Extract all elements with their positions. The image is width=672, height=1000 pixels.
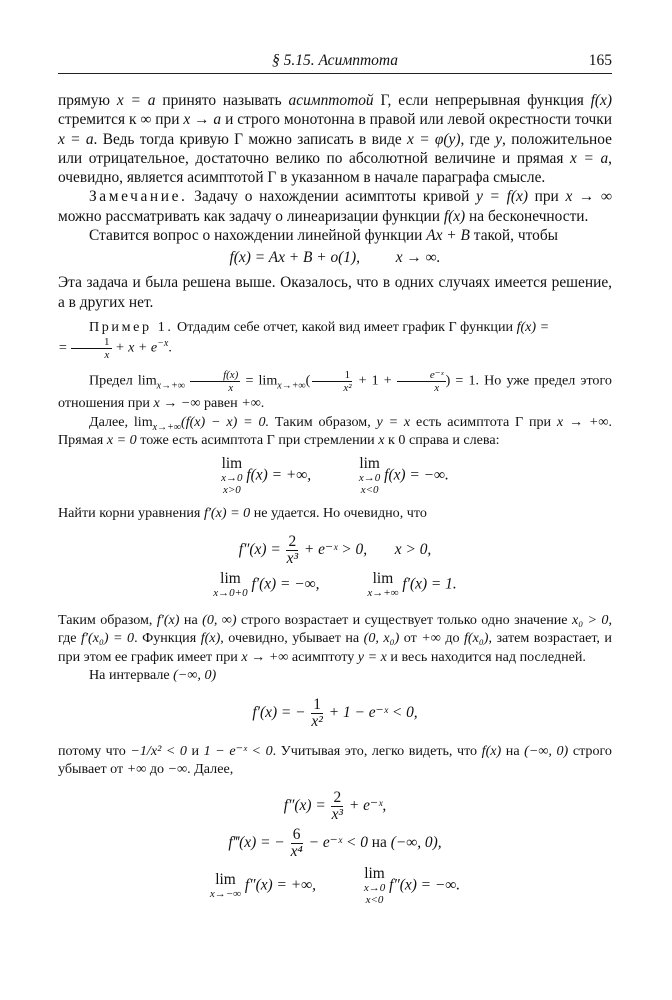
text: , очевидно, убывает на <box>220 630 360 647</box>
formula: f(x) = +∞, <box>246 466 312 484</box>
text: стремится к ∞ при <box>58 111 180 129</box>
formula: (−∞, 0), <box>390 834 442 852</box>
text: Но уже предел этого отношения при <box>58 373 612 412</box>
formula: = <box>58 340 68 357</box>
formula: 1 − e⁻ˣ < 0 <box>203 742 273 759</box>
formula: f(x) <box>443 207 466 225</box>
lim: lim <box>221 454 243 472</box>
lim-block <box>364 866 385 906</box>
fraction <box>285 534 300 567</box>
equation-linearization <box>58 249 612 267</box>
formula: f′(x) = − <box>252 703 306 721</box>
text: такой, чтобы <box>473 227 558 245</box>
paragraph-roots <box>58 504 612 522</box>
equation-third-derivative <box>58 827 612 860</box>
formula: +∞ <box>241 395 261 412</box>
formula: +∞ <box>421 630 441 647</box>
lim-subscript: x→+∞ <box>367 587 399 599</box>
text: . Функция <box>134 630 197 647</box>
denominator: x <box>104 349 110 362</box>
denominator: x <box>434 382 440 395</box>
formula: + e⁻ˣ, <box>348 797 387 815</box>
text: Ставится вопрос о нахождении линейной функции <box>89 227 423 245</box>
formula: f′(x) = 1. <box>402 575 457 593</box>
fraction <box>289 827 305 860</box>
fraction <box>310 369 353 394</box>
formula: (f(x) − x) = 0. <box>181 413 270 430</box>
lim: lim <box>220 570 241 587</box>
fraction <box>309 697 324 730</box>
formula: f(x₀) <box>464 630 489 647</box>
fraction <box>71 336 112 361</box>
formula: = <box>245 373 254 390</box>
lim-subscript: x→0 <box>363 882 386 895</box>
formula: + x + e <box>115 340 158 357</box>
text: Эта задача и была решена выше. Оказалось, что в одних случаях имеется решение, а в других нет. <box>58 274 612 311</box>
numerator: f(x) <box>190 369 240 382</box>
lim-subscript: x→+∞ <box>156 380 185 392</box>
formula: (0, x₀) <box>363 630 400 647</box>
remark-label: Замечание. <box>89 188 188 206</box>
book-page <box>58 0 612 1000</box>
lim: lim <box>215 871 236 889</box>
lim-subscript: x→+∞ <box>152 421 181 433</box>
formula: x → ∞ <box>565 188 612 206</box>
lim-block <box>213 571 247 599</box>
lim: lim <box>137 373 157 390</box>
lim-subscript: x→0 <box>358 471 381 484</box>
formula: ) = 1. <box>445 373 480 390</box>
lim: lim <box>364 865 385 883</box>
text: Далее, <box>89 413 129 430</box>
text: . <box>260 395 265 412</box>
lim-block <box>367 571 398 599</box>
formula: + 1 + <box>358 373 392 390</box>
text: , очевидно, является асимптотой Γ в указанном в начале параграфа смысле. <box>58 149 613 187</box>
text: . Прямая <box>58 413 612 449</box>
text: тоже есть асимптота Γ при стремлении <box>140 432 375 449</box>
text: и весь находится над последней. <box>390 648 586 665</box>
formula: x → ∞. <box>395 249 441 267</box>
text: потому что <box>58 742 126 759</box>
text: прямую <box>58 92 110 109</box>
text: , положительное или отрицательное, достаточно велико по абсолютной величине и прямая <box>58 130 612 167</box>
formula: f″(x) = −∞. <box>389 876 461 894</box>
lim-block <box>210 872 241 900</box>
formula: y <box>495 130 503 148</box>
formula: − e⁻ˣ < 0 <box>308 834 368 852</box>
paragraph-monotonicity <box>58 611 612 666</box>
text: принято называть <box>162 92 282 109</box>
formula: f‴(x) = − <box>228 834 285 852</box>
text: Γ, если непрерывная функция <box>380 92 584 109</box>
text: Найти корни уравнения <box>58 504 201 521</box>
formula: Ax + B <box>426 227 470 245</box>
formula: + e⁻ˣ > 0, <box>303 541 368 559</box>
text: и строго монотонна в правой или левой окрестности точки <box>225 111 612 129</box>
formula: (0, ∞) <box>202 612 237 628</box>
equation-first-derivative-negative <box>58 697 612 730</box>
lim: lim <box>372 570 394 587</box>
numerator: e⁻ˣ <box>397 369 446 382</box>
text: строго убывает от <box>58 742 612 778</box>
page-body <box>58 91 612 906</box>
formula: f′(x) <box>156 612 180 628</box>
numerator: 6 <box>292 826 301 844</box>
example-label: Пример 1. <box>89 318 174 335</box>
formula: f′(x) = 0 <box>203 504 251 521</box>
text: Таким образом, <box>58 612 153 628</box>
lim: lim <box>359 454 380 472</box>
text: Отдадим себе отчет, какой вид имеет график Γ функции <box>177 318 514 335</box>
text: до <box>445 630 460 647</box>
denominator: x² <box>311 712 323 730</box>
text: . Далее, <box>187 761 234 778</box>
lim-block <box>359 456 380 496</box>
text: на <box>505 742 520 759</box>
formula: x = a <box>570 149 609 167</box>
formula: f′(x) = −∞, <box>251 575 320 593</box>
lim-subscript: x→+∞ <box>277 380 306 392</box>
denominator: x² <box>343 382 352 395</box>
lim-subscript: x<0 <box>365 894 384 907</box>
formula: x = φ(y) <box>407 130 461 148</box>
formula: (−∞, 0) <box>173 667 217 684</box>
limit-right <box>221 456 311 496</box>
formula: y = x <box>357 648 387 665</box>
text: и <box>191 742 200 759</box>
paragraph-limit-ratio <box>58 369 612 412</box>
text: до <box>149 761 165 778</box>
formula: f(x) = Ax + B + o(1), <box>229 249 360 267</box>
text: от <box>403 630 417 647</box>
formula: ( <box>305 373 311 390</box>
fraction <box>330 790 345 823</box>
lim-subscript: x→0 <box>221 471 243 484</box>
header-rule <box>58 73 612 74</box>
formula: x → −∞ <box>153 395 201 412</box>
lim-subscript: x<0 <box>360 483 379 496</box>
equation-derivative-limits <box>58 571 612 599</box>
lim: lim <box>258 373 278 390</box>
formula: f″(x) = <box>283 797 326 815</box>
equation-limits-at-zero <box>58 456 612 496</box>
text: . Учитывая это, легко видеть, что <box>272 742 478 759</box>
formula: f″(x) = <box>238 541 281 559</box>
formula: x → +∞ <box>556 413 609 430</box>
paragraph-solution-note <box>58 273 612 312</box>
formula: x → a <box>183 111 222 129</box>
formula: −1/x² < 0 <box>130 742 187 759</box>
text: к 0 справа и слева: <box>388 432 500 449</box>
formula: f(x) = −∞. <box>384 466 449 484</box>
term-asymptote: асимптотой <box>288 92 374 109</box>
lim: lim <box>133 413 153 430</box>
formula: (−∞, 0) <box>524 742 569 759</box>
formula: y = f(x) <box>476 188 528 206</box>
paragraph-decreasing <box>58 742 612 779</box>
paragraph-negative-interval <box>58 666 612 684</box>
formula: f(x) = <box>516 318 550 335</box>
formula: f(x) <box>481 742 502 759</box>
formula: x <box>378 432 385 449</box>
text: при <box>534 188 559 206</box>
paragraph-asymptote-definition <box>58 91 612 187</box>
fraction <box>397 369 446 394</box>
lim-subscript: x→−∞ <box>209 888 242 901</box>
text: . <box>168 340 172 357</box>
formula: +∞ <box>126 761 147 778</box>
denominator: x⁴ <box>290 843 303 861</box>
text: , где <box>460 130 490 148</box>
numerator: 2 <box>288 533 297 550</box>
paragraph-example-1 <box>58 318 612 361</box>
text: асимптоту <box>291 648 355 665</box>
denominator: x³ <box>331 806 344 824</box>
denominator: x <box>228 382 234 395</box>
exponent: −x <box>157 338 169 350</box>
numerator: 1 <box>313 695 321 713</box>
limit-minus-infinity <box>210 872 316 900</box>
limit-derivative-zero <box>213 571 319 599</box>
text: строго возрастает и существует только одно значение <box>240 612 568 628</box>
text: Задачу о нахождении асимптоты кривой <box>194 188 470 206</box>
text: не удается. Но очевидно, что <box>253 504 427 521</box>
fraction <box>190 369 240 394</box>
numerator: 1 <box>312 369 353 382</box>
formula: −∞ <box>167 761 188 778</box>
text: На интервале <box>89 667 170 684</box>
formula: x = a <box>116 92 156 109</box>
formula: x = 0 <box>106 432 137 449</box>
text: равен <box>203 395 238 412</box>
lim-subscript: x>0 <box>222 483 241 496</box>
text: на <box>183 612 198 628</box>
running-header <box>58 52 612 72</box>
limit-zero-left <box>364 866 460 906</box>
formula: + 1 − e⁻ˣ < 0, <box>328 703 418 721</box>
formula: f(x) <box>590 92 613 109</box>
formula: x > 0, <box>394 541 432 559</box>
section-title: § 5.15. Асимптота <box>271 52 399 69</box>
formula: f(x) <box>200 630 221 647</box>
text: , где <box>58 612 613 647</box>
lim-subscript: x→0+0 <box>213 587 248 599</box>
text: . Ведь тогда кривую Γ можно записать в виде <box>93 130 402 148</box>
text: Предел <box>89 373 133 390</box>
paragraph-asymptote-y-equals-x <box>58 413 612 450</box>
formula: f″(x) = +∞, <box>244 876 316 894</box>
numerator: 1 <box>71 336 112 349</box>
formula: x = a <box>58 130 94 148</box>
text: на бесконечности. <box>469 207 589 225</box>
paragraph-remark <box>58 187 612 226</box>
denominator: x³ <box>286 550 299 567</box>
formula: y = x <box>376 413 411 430</box>
limit-left <box>359 456 449 496</box>
text: есть асимптота Γ при <box>416 413 552 430</box>
text: Таким образом, <box>274 413 371 430</box>
formula: f′(x₀) = 0 <box>81 630 135 647</box>
formula: x → +∞ <box>241 648 289 665</box>
limit-derivative-infinity <box>367 571 456 599</box>
equation-second-derivative-limits <box>58 866 612 906</box>
text: , затем возрастает, и при этом ее график имеет при <box>58 630 612 665</box>
equation-second-derivative <box>58 790 612 823</box>
formula: x₀ > 0 <box>571 612 609 628</box>
equation-second-derivative-positive <box>58 534 612 567</box>
text: на <box>371 834 387 852</box>
text: можно рассматривать как задачу о линеаризации функции <box>58 207 440 225</box>
paragraph-linear-function <box>58 226 612 245</box>
page-number: 165 <box>588 52 612 69</box>
lim-block <box>221 456 242 496</box>
numerator: 2 <box>333 789 342 807</box>
